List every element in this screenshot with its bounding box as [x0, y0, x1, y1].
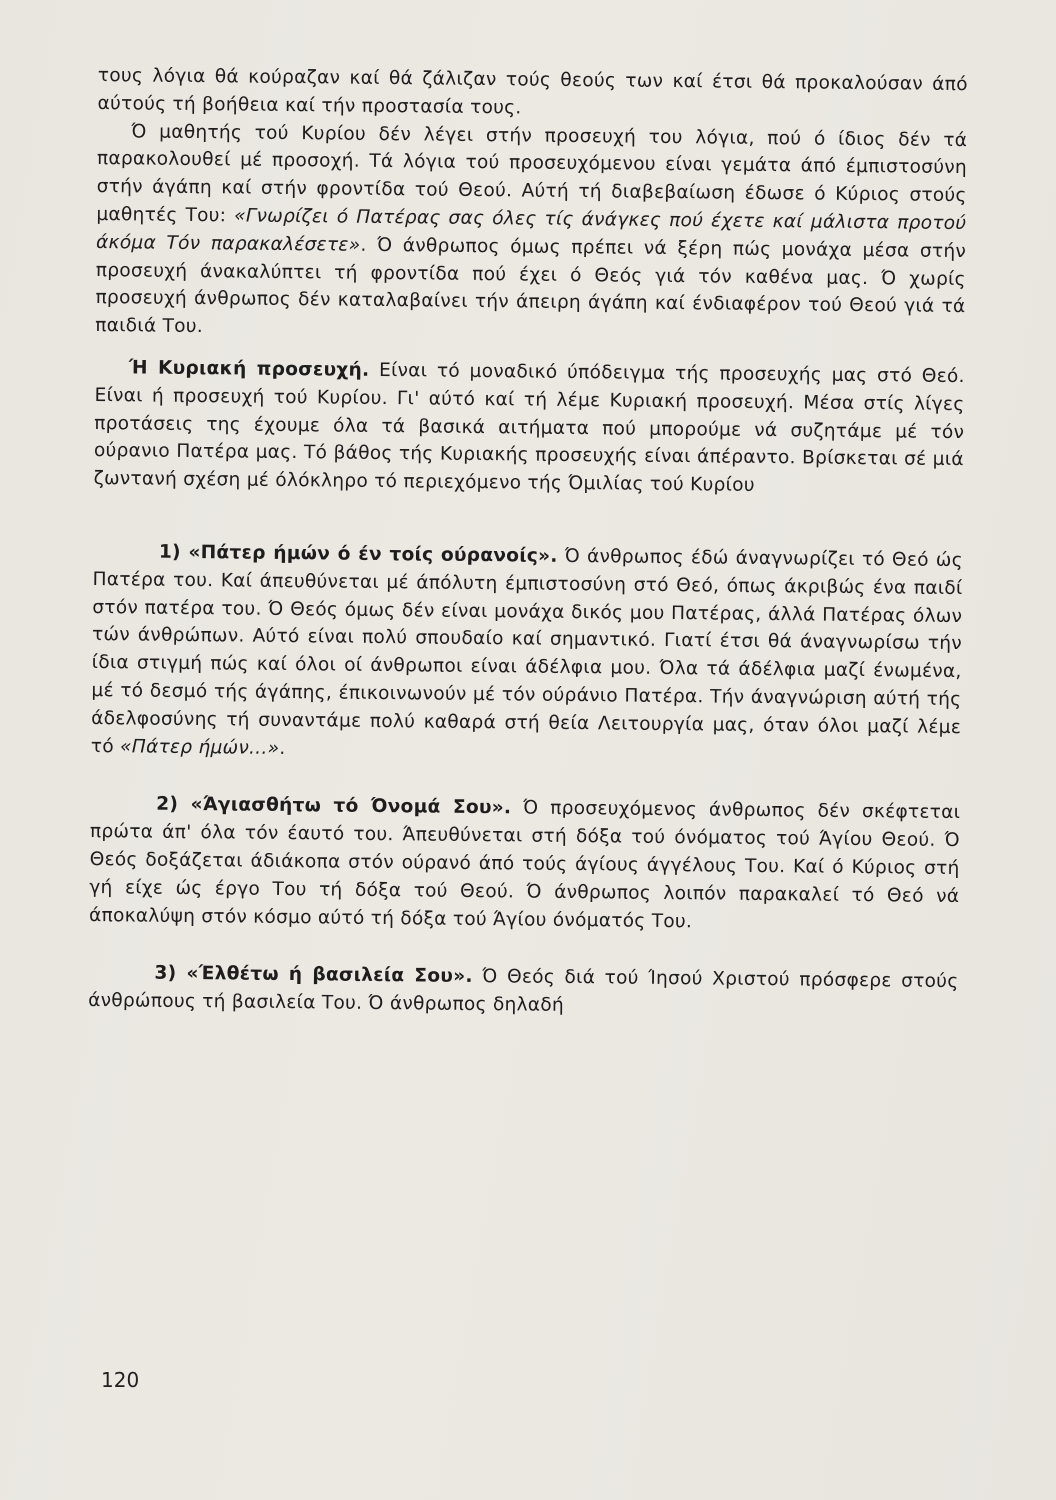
- paragraph-1: [97, 62, 968, 127]
- paragraph-2-text-start: Ό μαθητής τού Κυρίου δέν λέγει στήν προσευχή του λόγια, πού ό ίδιος δέν τά παρακολουθεί μέ προσοχή. Τά λόγια τού προσευχόμενου είναι γεμάτα άπό έμπιστοσύνη στήν άγάπη καί στήν φροντίδα τού Θεού. Αύτή τή διαβεβαίωση έδωσε ό Κύριος στούς μαθητές Του:: [96, 120, 968, 227]
- petition-1-end: .: [279, 737, 286, 759]
- paragraph-lords-prayer-text: Είναι τό μοναδικό ύπόδειγμα τής προσευχής μας στό Θεό. Είναι ή προσευχή τού Κυρίου. Γι' αύτό καί τή λέμε Κυριακή προσευχή. Μέσα στίς λίγες προτάσεις της έχουμε όλα τά βασικά αιτήματα πού μπορούμε νά συζητάμε μέ τόν ούρανιο Πατέρα μας. Τό βάθος τής Κυριακής προσευχής είναι άπέραντο. Βρίσκεται σέ μιά ζωντανή σχέση μέ όλόκληρο τό περιεχόμενο τής Όμιλίας τού Κυρίου: [93, 359, 965, 497]
- petition-2-text: Ό προσευχόμενος άνθρωπος δέν σκέφτεται πρώτα άπ' όλα τόν έαυτό του. Άπευθύνεται στή δόξα τού όνόματος τού Άγίου Θεού. Ό Θεός δοξάζεται άδιάκοπα στόν ούρανό άπό τούς άγίους άγγέλους Του. Καί ό Κύριος στή γή είχε ώς έργο Του τή δόξα τού Θεού. Ό άνθρωπος λοιπόν παρακαλεί τό Θεό νά άποκαλύψη στόν κόσμο αύτό τή δόξα τού Άγίου όνόματός Του.: [88, 797, 961, 932]
- petition-3-heading: 3) «Έλθέτω ή βασιλεία Σου».: [154, 962, 473, 988]
- paragraph-petition-2: [89, 790, 960, 938]
- section-heading-lords-prayer: Ή Κυριακή προσευχή.: [128, 357, 370, 381]
- petition-1-heading: 1) «Πάτερ ήμών ό έν τοίς ούρανοίς».: [158, 541, 558, 567]
- paragraph-petition-3: [88, 959, 959, 1024]
- paragraph-1-text: τους λόγια θά κούραζαν καί θά ζάλιζαν τούς θεούς των καί έτσι θά προκαλούσαν άπό αύτούς τή βοήθεια καί τήν προστασία τους.: [97, 64, 968, 119]
- petition-1-quote: «Πάτερ ήμών...»: [119, 735, 280, 759]
- petition-2-heading: 2) «Άγιασθήτω τό Όνομά Σου».: [156, 793, 512, 819]
- petition-3-text: Ό Θεός διά τού Ίησού Χριστού πρόσφερε στούς άνθρώπους τή βασιλεία Του. Ό άνθρωπος δηλαδή: [88, 966, 959, 1017]
- paragraph-lords-prayer: [93, 354, 964, 502]
- paragraph-2: [95, 118, 967, 349]
- paragraph-2-text-end: . Ό άνθρωπος όμως πρέπει νά ξέρη πώς μονάχα μέσα στήν προσευχή άνακαλύπτει τή φροντίδα πού έχει ό Θεός γιά τόν καθένα μας. Ό χωρίς προσευχή άνθρωπος δέν καταλαβαίνει τήν άπειρη άγάπη καί ένδιαφέρον τού Θεού γιά τά παιδιά Του.: [95, 234, 967, 338]
- petition-1-text: Ό άνθρωπος έδώ άναγνωρίζει τό Θεό ώς Πατέρα του. Καί άπευθύνεται μέ άπόλυτη έμπιστοσύνη στό Θεό, όπως άκριβώς ένα παιδί στόν πατέρα του. Ό Θεός όμως δέν είναι μονάχα δικός μου Πατέρας, άλλά Πατέρας όλων τών άνθρώπων. Αύτό είναι πολύ σπουδαίο καί σημαντικό. Γιατί έτσι θά άναγνωρίσω τήν ίδια στιγμή πώς καί όλοι οί άνθρωποι είναι άδέλφια μου. Όλα τά άδέλφια μαζί ένωμένα, μέ τό δεσμό τής άγάπης, έπικοινωνούν μέ τόν ούράνιο Πατέρα. Τήν άναγνώριση αύτή τής άδελφοσύνης τή συναντάμε πολύ καθαρά στή θεία Λειτουργία μας, όταν όλοι μαζί λέμε τό: [90, 545, 963, 757]
- paragraph-petition-1: [91, 538, 963, 769]
- body-text: [88, 62, 968, 1024]
- scripture-quote: «Γνωρίζει ό Πατέρας σας όλες τίς άνάγκες πού έχετε καί μάλιστα προτού άκόμα Τόν παρακαλέσετε»: [96, 205, 967, 256]
- page-number: 120: [101, 1368, 140, 1392]
